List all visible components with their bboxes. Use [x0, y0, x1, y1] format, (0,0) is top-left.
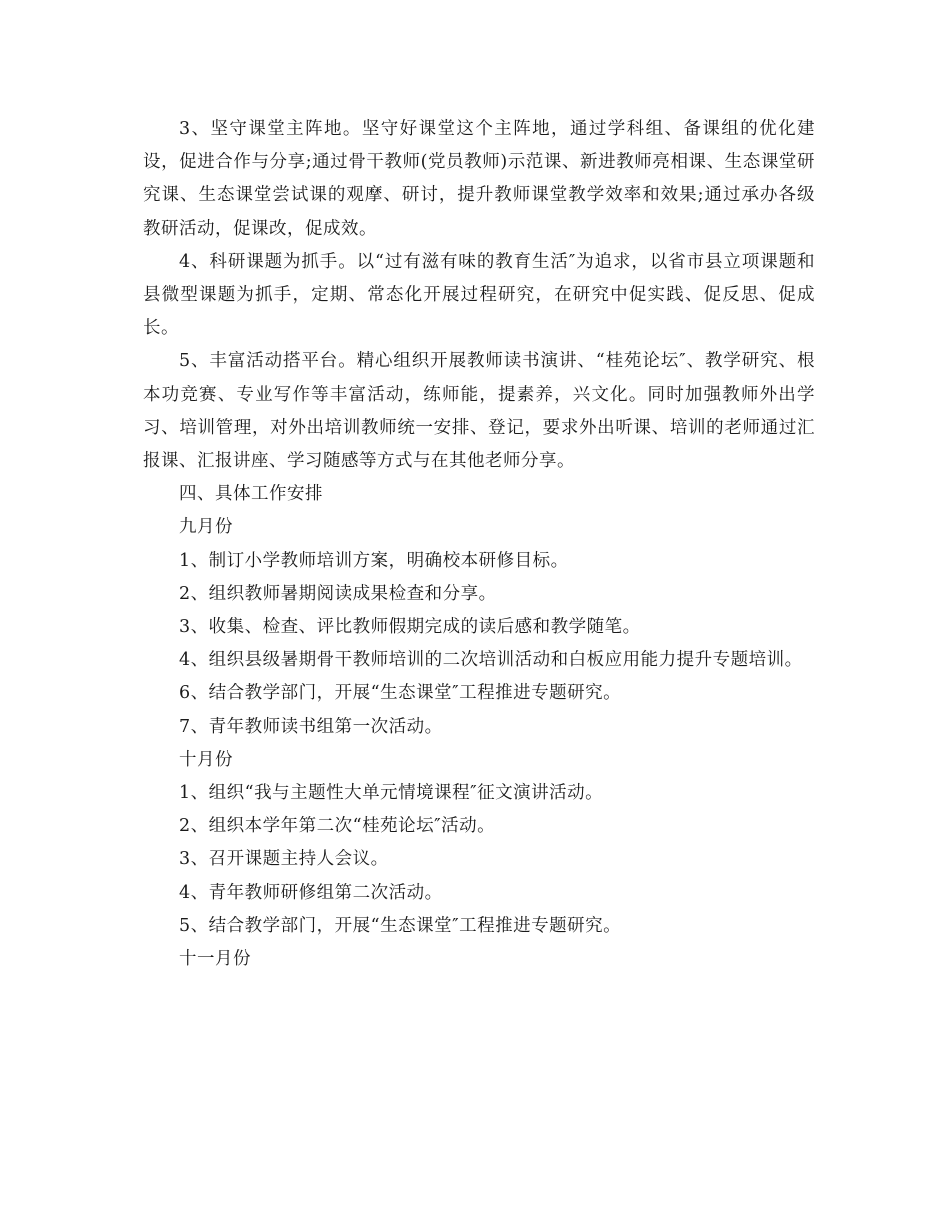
- list-item: 4、组织县级暑期骨干教师培训的二次培训活动和白板应用能力提升专题培训。: [179, 650, 803, 671]
- list-item: 2、组织本学年第二次“桂苑论坛″活动。: [179, 816, 496, 837]
- list-item: 5、结合教学部门，开展“生态课堂″工程推进专题研究。: [179, 915, 622, 936]
- list-item: 3、召开课题主持人会议。: [179, 849, 389, 870]
- list-item: 6、结合教学部门，开展“生态课堂″工程推进专题研究。: [179, 683, 622, 704]
- paragraph-classroom: 3、坚守课堂主阵地。坚守好课堂这个主阵地，通过学科组、备课组的优化建设，促进合作与分享;通过骨干教师(党员教师)示范课、新进教师亮相课、生态课堂研究课、生态课堂尝试课的观摩、研讨，提升教师课堂教学效率和效果;通过承办各级教研活动，促课改，促成效。: [143, 119, 815, 239]
- list-item: 1、制订小学教师培训方案，明确校本研修目标。: [179, 550, 569, 571]
- month-heading-october: 十月份: [179, 749, 233, 770]
- paragraph-activities: 5、丰富活动搭平台。精心组织开展教师读书演讲、“桂苑论坛″、教学研究、根本功竞赛、专业写作等丰富活动，练师能，提素养，兴文化。同时加强教师外出学习、培训管理，对外出培训教师统一安排、登记，要求外出听课、培训的老师通过汇报课、汇报讲座、学习随感等方式与在其他老师分享。: [143, 351, 815, 472]
- month-heading-september: 九月份: [179, 517, 233, 538]
- paragraph-research: 4、科研课题为抓手。以“过有滋有味的教育生活″为追求，以省市县立项课题和县微型课题为抓手，定期、常态化开展过程研究，在研究中促实践、促反思、促成长。: [143, 251, 815, 339]
- list-item: 2、组织教师暑期阅读成果检查和分享。: [179, 583, 497, 604]
- list-item: 4、青年教师研修组第二次活动。: [179, 882, 443, 903]
- list-item: 7、青年教师读书组第一次活动。: [179, 716, 443, 737]
- document-body: [143, 113, 815, 976]
- list-item: 3、收集、检查、评比教师假期完成的读后感和教学随笔。: [179, 617, 641, 638]
- section-heading: 四、具体工作安排: [179, 484, 323, 505]
- list-item: 1、组织“我与主题性大单元情境课程″征文演讲活动。: [179, 783, 604, 804]
- month-heading-november: 十一月份: [179, 949, 251, 970]
